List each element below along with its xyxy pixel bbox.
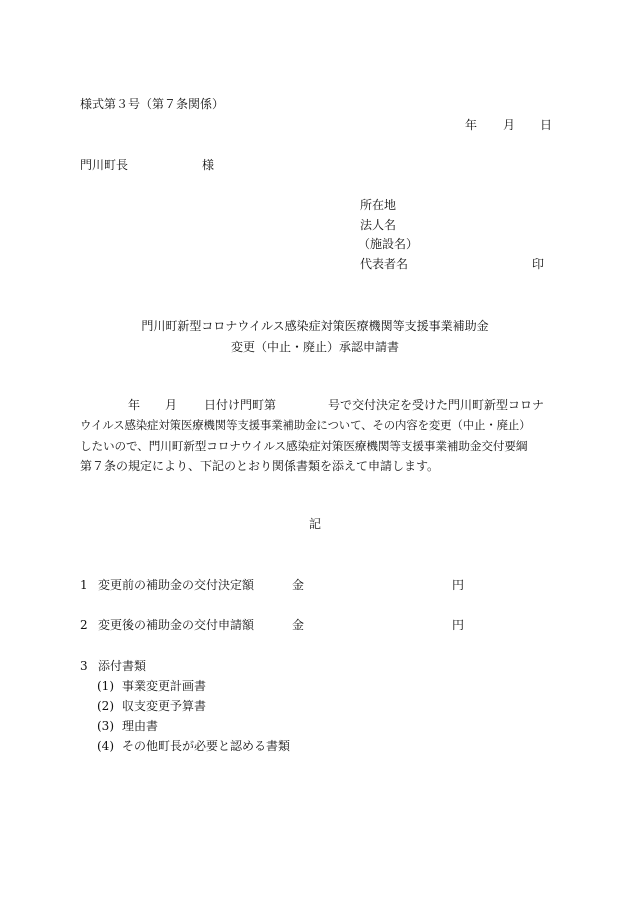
attachment-2-number: (2) xyxy=(97,699,114,713)
item-1-prefix: 金 xyxy=(292,578,305,592)
applicant-address-label: 所在地 xyxy=(360,198,397,212)
item-2-number: 2 xyxy=(80,618,88,632)
applicant-corporation-label: 法人名 xyxy=(360,218,397,232)
item-1-label: 変更前の補助金の交付決定額 xyxy=(98,578,255,592)
item-2-prefix: 金 xyxy=(292,618,305,632)
attachment-1-number: (1) xyxy=(97,679,114,693)
item-3-label: 添付書類 xyxy=(98,659,147,673)
item-2-label: 変更後の補助金の交付申請額 xyxy=(98,618,255,632)
item-1-unit: 円 xyxy=(452,578,465,592)
ki-heading: 記 xyxy=(309,517,322,531)
body-text-part2: 号で交付決定を受けた門川町新型コロナ xyxy=(328,398,545,412)
addressee-name: 門川町長 xyxy=(80,158,129,172)
body-line-2: ウイルス感染症対策医療機関等支援事業補助金について、その内容を変更（中止・廃止） xyxy=(80,418,531,432)
applicant-facility-label: （施設名） xyxy=(358,237,419,251)
attachment-3-number: (3) xyxy=(97,719,114,733)
item-1-number: 1 xyxy=(80,578,88,592)
attachment-2-label: 収支変更予算書 xyxy=(122,699,207,713)
document-title-line1: 門川町新型コロナウイルス感染症対策医療機関等支援事業補助金 xyxy=(141,319,489,333)
body-month-label: 月 xyxy=(165,398,178,412)
item-3-number: 3 xyxy=(80,659,88,673)
attachment-3-label: 理由書 xyxy=(122,719,159,733)
body-line-4: 第７条の規定により、下記のとおり関係書類を添えて申請します。 xyxy=(80,459,440,473)
body-text-part1: 日付け門町第 xyxy=(204,398,277,412)
body-year-label: 年 xyxy=(128,398,141,412)
applicant-seal-label: 印 xyxy=(532,257,545,271)
date-day-label: 日 xyxy=(540,118,553,132)
applicant-representative-label: 代表者名 xyxy=(360,257,409,271)
body-line-3: したいので、門川町新型コロナウイルス感染症対策医療機関等支援事業補助金交付要綱 xyxy=(80,439,528,453)
attachment-4-label: その他町長が必要と認める書類 xyxy=(122,739,291,753)
document-title-line2: 変更（中止・廃止）承認申請書 xyxy=(230,340,399,354)
attachment-1-label: 事業変更計画書 xyxy=(122,679,207,693)
item-2-unit: 円 xyxy=(452,618,465,632)
attachment-4-number: (4) xyxy=(97,739,114,753)
date-year-label: 年 xyxy=(465,118,478,132)
addressee-honorific: 様 xyxy=(202,158,215,172)
form-number: 様式第３号（第７条関係） xyxy=(80,97,225,111)
date-month-label: 月 xyxy=(503,118,516,132)
